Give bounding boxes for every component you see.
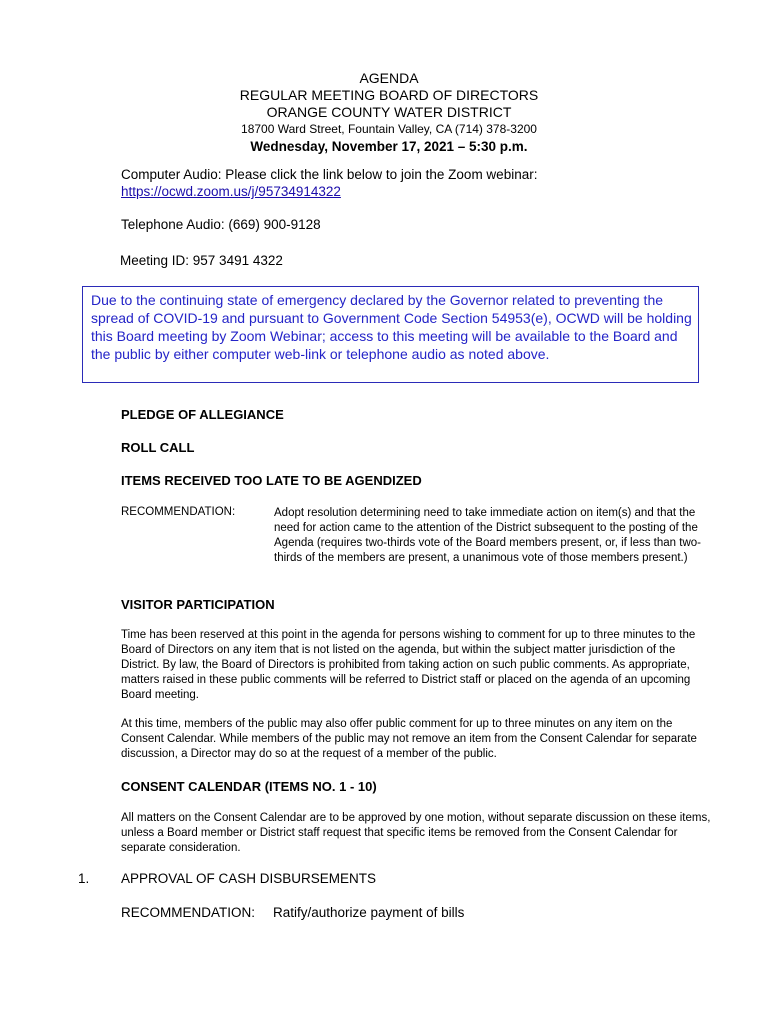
item-1-rec-label: RECOMMENDATION:	[121, 905, 255, 920]
visitor-para-1: Time has been reserved at this point in the agenda for persons wishing to comment for up to three minutes to the Board of Directors on any item that is not listed on the agenda, but within the subject matter jurisdiction of the District. By law, the Board of Directors is prohibited from taking action on such public comments. As appropriate, matters raised in these public comments will be referred to District staff or placed on the agenda of an upcoming Board meeting.	[121, 629, 696, 701]
consent-heading: CONSENT CALENDAR (ITEMS NO. 1 - 10)	[121, 779, 377, 794]
item-1-rec-text: Ratify/authorize payment of bills	[273, 905, 465, 920]
consent-para: All matters on the Consent Calendar are to be approved by one motion, without separate discussion on these items, unless a Board member or District staff request that specific items be removed from the Consent Calendar for separate consideration.	[121, 812, 711, 854]
late-items-rec-label: RECOMMENDATION:	[121, 506, 236, 518]
item-1-title: APPROVAL OF CASH DISBURSEMENTS	[121, 871, 377, 886]
meeting-date: Wednesday, November 17, 2021 – 5:30 p.m.	[250, 139, 528, 154]
meeting-id: Meeting ID: 957 3491 4322	[120, 253, 283, 268]
telephone-audio: Telephone Audio: (669) 900-9128	[121, 217, 321, 232]
item-1-number: 1.	[78, 871, 90, 886]
meeting-type: REGULAR MEETING BOARD OF DIRECTORS	[239, 87, 539, 103]
zoom-link[interactable]: https://ocwd.zoom.us/j/95734914322	[121, 184, 341, 199]
late-items-rec-text: Adopt resolution determining need to take immediate action on item(s) and that the need for action came to the attention of the District subsequent to the posting of the Agenda (requires two-thirds vote of the Board members present, or, if less than two-thirds of the members are present, a unanimous vote of those members present.)	[274, 507, 701, 564]
visitor-para-2: At this time, members of the public may also offer public comment for up to three minutes on any item on the Consent Calendar. While members of the public may not remove an item from the Consent Calendar for separate discussion, a Director may do so at the request of a member of the public.	[121, 718, 697, 760]
late-items-heading: ITEMS RECEIVED TOO LATE TO BE AGENDIZED	[121, 473, 422, 488]
visitor-heading: VISITOR PARTICIPATION	[121, 597, 275, 612]
covid-notice-box: Due to the continuing state of emergency declared by the Governor related to preventing the spread of COVID-19 and pursuant to Government Code Section 54953(e), OCWD will be holding this Board meeting by Zoom Webinar; access to this meeting will be available to the Board and the public by either computer web-link or telephone audio as noted above.	[82, 286, 699, 383]
computer-audio-text: Computer Audio: Please click the link below to join the Zoom webinar:	[121, 167, 538, 182]
district-name: ORANGE COUNTY WATER DISTRICT	[266, 104, 512, 120]
agenda-title: AGENDA	[359, 70, 419, 86]
computer-audio-block	[121, 166, 537, 200]
agenda-header	[0, 70, 770, 155]
roll-call-heading: ROLL CALL	[121, 440, 195, 455]
pledge-heading: PLEDGE OF ALLEGIANCE	[121, 407, 284, 422]
district-address: 18700 Ward Street, Fountain Valley, CA (714) 378-3200	[241, 122, 537, 136]
